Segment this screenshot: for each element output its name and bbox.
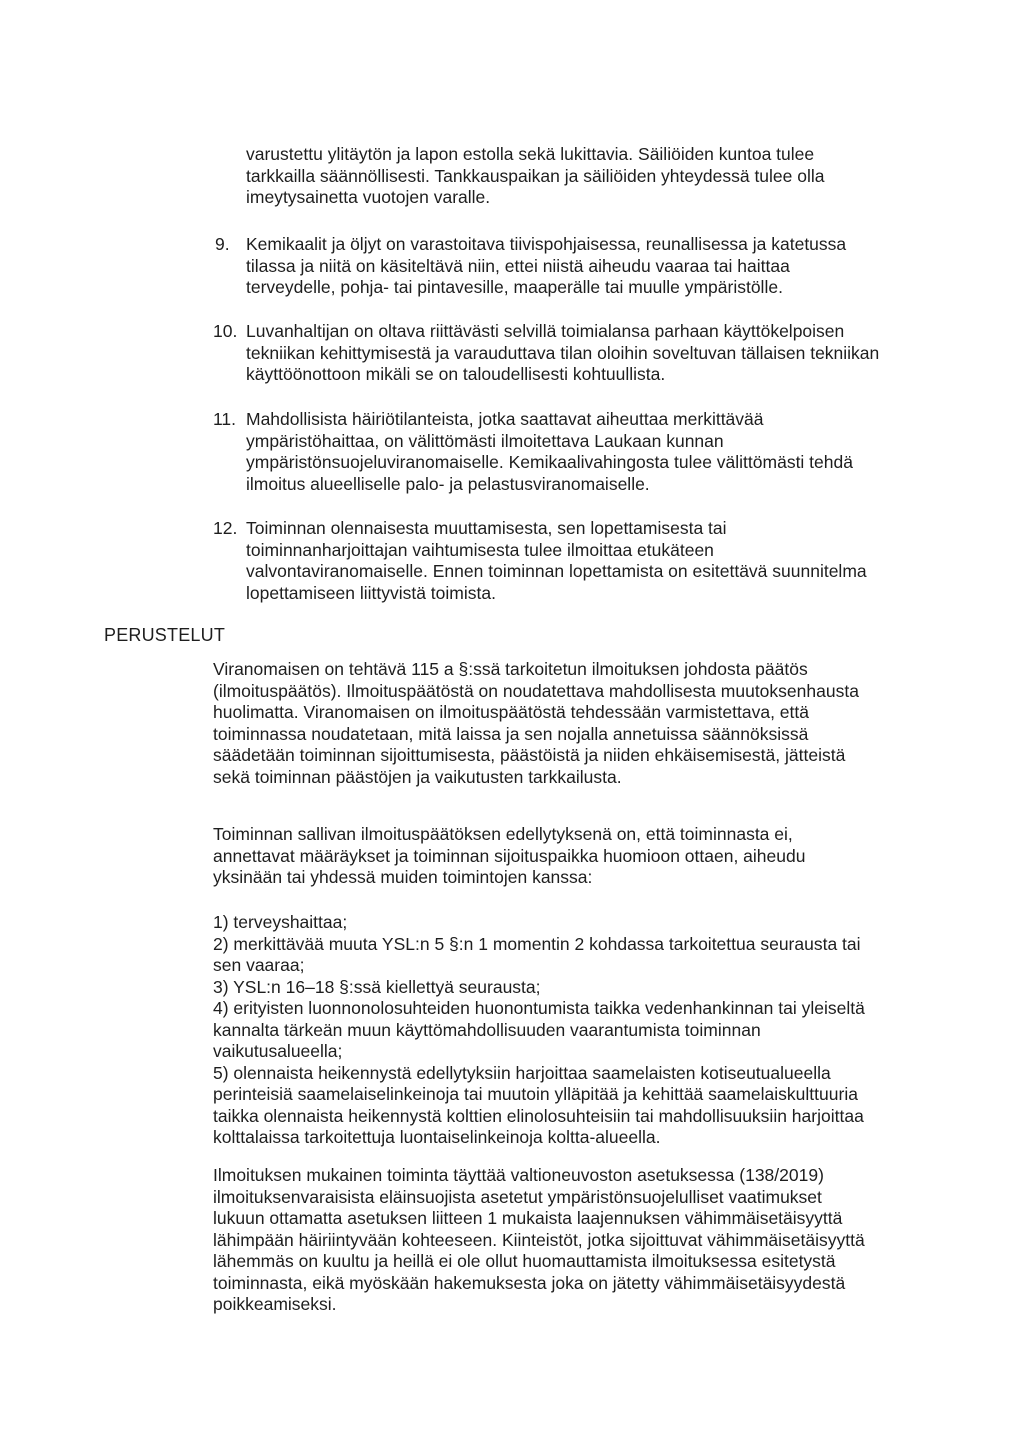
body-paragraph-2: Toiminnan sallivan ilmoituspäätöksen edellytyksenä on, että toiminnasta ei, annettavat määräykset ja toiminnan sijoituspaikka huomioon ottaen, aiheudu yksinään tai yhdessä muiden toimintojen kanssa: bbox=[213, 824, 806, 887]
condition-5: 5) olennaista heikennystä edellytyksiin harjoittaa saamelaisten kotiseutualueella perinteisiä saamelaiselinkeinoja tai muutoin ylläpitää ja kehittää saamelaiskulttuuria taikka olennaista heikennystä kolttien elinolosuhteisiin tai mahdollisuuksiin harjoittaa kolttalaissa tarkoitettuja luontaiselinkeinoja koltta-alueella. bbox=[213, 1062, 864, 1147]
condition-1: 1) terveyshaittaa; bbox=[213, 912, 348, 932]
item-text-10: Luvanhaltijan on oltava riittävästi selvillä toimialansa parhaan käyttökelpoisen tekniikan kehittymisestä ja varauduttava tilan oloihin soveltuvan tällaisen tekniikan käyttöönottoon mikäli se on taloudellisesti kohtuullista. bbox=[246, 321, 880, 384]
item-number-11: 11. bbox=[213, 409, 237, 429]
item-number-9: 9. bbox=[215, 234, 230, 254]
item-text-12: Toiminnan olennaisesta muuttamisesta, sen lopettamisesta tai toiminnanharjoittajan vaihtumisesta tulee ilmoittaa etukäteen valvontaviranomaiselle. Ennen toiminnan lopettamista on esitettävä suunnitelma lopettamiseen liittyvistä toimista. bbox=[246, 518, 867, 603]
item-text-11: Mahdollisista häiriötilanteista, jotka saattavat aiheuttaa merkittävää ympäristöhaittaa, on välittömästi ilmoitettava Laukaan kunnan ympäristönsuojeluviranomaiselle. Kemikaalivahingosta tulee välittömästi tehdä ilmoitus alueelliselle palo- ja pelastusviranomaiselle. bbox=[246, 409, 853, 494]
item-number-12: 12. bbox=[213, 518, 238, 538]
condition-4: 4) erityisten luonnonolosuhteiden huonontumista taikka vedenhankinnan tai yleiseltä kannalta tärkeän muun käyttömahdollisuuden vaarantumista toiminnan vaikutusalueella; bbox=[213, 998, 865, 1061]
condition-3: 3) YSL:n 16–18 §:ssä kiellettyä seurausta; bbox=[213, 976, 541, 997]
body-paragraph-1: Viranomaisen on tehtävä 115 a §:ssä tarkoitetun ilmoituksen johdosta päätös (ilmoituspäätös). Ilmoituspäätöstä on noudatettava mahdollisesta muutoksenhausta huolimatta. Viranomaisen on ilmoituspäätöstä tehdessään varmistettava, että toiminnassa noudatetaan, mitä laissa ja sen nojalla annetuissa säännöksissä säädetään toiminnan sijoittumisesta, päästöistä ja niiden ehkäisemisestä, jätteistä sekä toiminnan päästöjen ja vaikutusten tarkkailusta. bbox=[213, 659, 859, 787]
conditions-list bbox=[213, 912, 913, 1149]
continuation-paragraph: varustettu ylitäytön ja lapon estolla sekä lukittavia. Säiliöiden kuntoa tulee tarkkailla säännöllisesti. Tankkauspaikan ja säiliöiden yhteydessä tulee olla imeytysainetta vuotojen varalle. bbox=[246, 144, 825, 207]
section-heading: PERUSTELUT bbox=[104, 625, 226, 645]
condition-2: 2) merkittävää muuta YSL:n 5 §:n 1 momentin 2 kohdassa tarkoitettua seurausta tai sen vaaraa; bbox=[213, 933, 861, 975]
closing-paragraph: Ilmoituksen mukainen toiminta täyttää valtioneuvoston asetuksessa (138/2019) ilmoituksenvaraisista eläinsuojista asetetut ympäristönsuojelulliset vaatimukset lukuun ottamatta asetuksen liitteen 1 mukaista laajennuksen vähimmäisetäisyyttä lähimpään häiriintyvään kohteeseen. Kiinteistöt, jotka sijoittuvat vähimmäisetäisyyttä lähemmäs on kuultu ja heillä ei ole ollut huomauttamista ilmoituksessa esitetystä toiminnasta, eikä myöskään hakemuksesta joka on jätetty vähimmäisetäisyydestä poikkeamiseksi. bbox=[213, 1165, 865, 1314]
item-number-10: 10. bbox=[213, 321, 238, 341]
item-text-9: Kemikaalit ja öljyt on varastoitava tiivispohjaisessa, reunallisessa ja katetussa tilassa ja niitä on käsiteltävä niin, ettei niistä aiheudu vaaraa tai haittaa terveydelle, pohja- tai pintavesille, maaperälle tai muulle ympäristölle. bbox=[246, 234, 847, 297]
